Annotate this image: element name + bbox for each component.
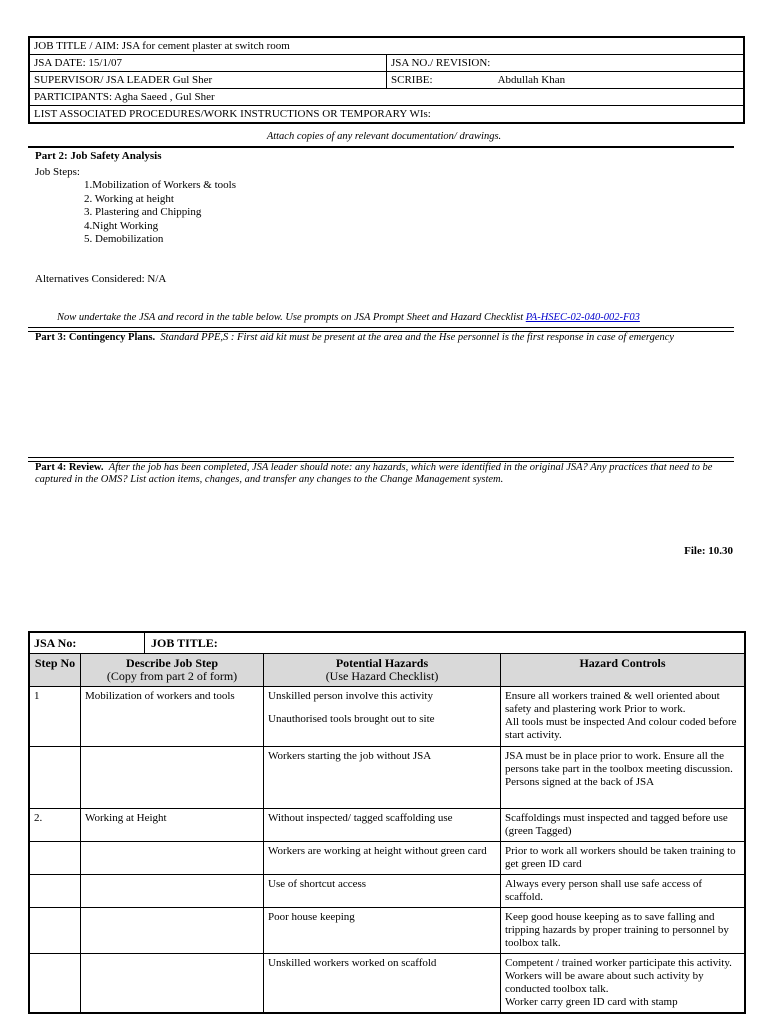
hazard-cell: Use of shortcut access bbox=[264, 875, 501, 908]
hazard-cell bbox=[264, 687, 501, 747]
step-cell bbox=[29, 954, 81, 1014]
participants-cell: PARTICIPANTS: Agha Saeed , Gul Sher bbox=[29, 89, 744, 106]
job-title-label: JOB TITLE: bbox=[151, 635, 218, 650]
supervisor-cell: SUPERVISOR/ JSA LEADER Gul Sher bbox=[29, 72, 387, 89]
part4-block bbox=[35, 462, 740, 486]
control-text: All tools must be inspected And colour coded before start activity. bbox=[505, 716, 737, 741]
job-step: 1.Mobilization of Workers & tools bbox=[84, 179, 236, 191]
table-row bbox=[29, 747, 745, 809]
header-table bbox=[28, 36, 745, 124]
table-row bbox=[29, 842, 745, 875]
part3-title: Part 3: Contingency Plans. bbox=[35, 332, 156, 343]
procedures-cell: LIST ASSOCIATED PROCEDURES/WORK INSTRUCTIONS OR TEMPORARY WIs: bbox=[29, 106, 744, 124]
desc-cell: Mobilization of workers and tools bbox=[81, 687, 264, 747]
part2-title: Part 2: Job Safety Analysis bbox=[35, 150, 162, 162]
step-cell: 1 bbox=[29, 687, 81, 747]
control-text: Workers will be aware about such activity by conducted toolbox talk. bbox=[505, 970, 704, 995]
scribe-cell bbox=[387, 72, 745, 89]
hazard-cell: Workers starting the job without JSA bbox=[264, 747, 501, 809]
control-cell: Keep good house keeping as to save falling and tripping hazards by proper training to personnel by toolbox talk. bbox=[501, 908, 746, 954]
hazard-cell: Without inspected/ tagged scaffolding use bbox=[264, 809, 501, 842]
table-row bbox=[29, 809, 745, 842]
jsa-no-label: JSA No: bbox=[30, 633, 145, 653]
table-row bbox=[29, 687, 745, 747]
control-text: Ensure all workers trained & well oriented about safety and plastering work Prior to work. bbox=[505, 690, 720, 715]
step-cell: 2. bbox=[29, 809, 81, 842]
control-cell bbox=[501, 954, 746, 1014]
job-step: 3. Plastering and Chipping bbox=[84, 206, 202, 218]
desc-cell bbox=[81, 842, 264, 875]
step-cell bbox=[29, 747, 81, 809]
part3-block bbox=[35, 332, 735, 344]
instruction-line bbox=[57, 312, 640, 323]
jsa-no-header-cell bbox=[29, 632, 264, 654]
scribe-name: Abdullah Khan bbox=[497, 74, 566, 86]
col-describe-header bbox=[81, 654, 264, 687]
desc-cell bbox=[81, 908, 264, 954]
job-step: 2. Working at height bbox=[84, 192, 174, 205]
hazard-checklist-link[interactable]: PA-HSEC-02-040-002-F03 bbox=[525, 312, 640, 323]
jsa-table bbox=[28, 631, 746, 1014]
job-steps-list bbox=[84, 179, 236, 247]
control-text: Worker carry green ID card with stamp bbox=[505, 996, 678, 1008]
header-blank bbox=[264, 632, 746, 654]
control-cell: JSA must be in place prior to work. Ensure all the persons take part in the toolbox meeting discussion. Persons signed at the back of JSA bbox=[501, 747, 746, 809]
alternatives: Alternatives Considered: N/A bbox=[35, 273, 167, 285]
col-step-header: Step No bbox=[29, 654, 81, 687]
part3-text: Standard PPE,S : First aid kit must be present at the area and the Hse personnel is the first response in case of emergency bbox=[160, 332, 675, 343]
control-cell: Always every person shall use safe access of scaffold. bbox=[501, 875, 746, 908]
hazard-cell: Unskilled workers worked on scaffold bbox=[264, 954, 501, 1014]
table-row bbox=[29, 908, 745, 954]
control-text: Competent / trained worker participate this activity. bbox=[505, 957, 732, 969]
job-title-cell: JOB TITLE / AIM: JSA for cement plaster at switch room bbox=[29, 37, 744, 55]
col-hazards-title: Potential Hazards bbox=[335, 656, 429, 670]
hazard-text: Unauthorised tools brought out to site bbox=[268, 713, 435, 725]
scribe-label: SCRIBE: bbox=[391, 74, 433, 86]
col-controls-header: Hazard Controls bbox=[501, 654, 746, 687]
desc-cell bbox=[81, 747, 264, 809]
step-cell bbox=[29, 875, 81, 908]
hazard-cell: Poor house keeping bbox=[264, 908, 501, 954]
job-step: 5. Demobilization bbox=[84, 233, 164, 245]
step-cell bbox=[29, 842, 81, 875]
step-cell bbox=[29, 908, 81, 954]
jsa-no-cell: JSA NO./ REVISION: bbox=[387, 55, 745, 72]
col-describe-title: Describe Job Step bbox=[126, 656, 218, 670]
job-steps-label: Job Steps: bbox=[35, 166, 80, 178]
file-number: File: 10.30 bbox=[684, 545, 733, 557]
desc-cell: Working at Height bbox=[81, 809, 264, 842]
col-hazards-sub: (Use Hazard Checklist) bbox=[325, 669, 439, 683]
col-describe-sub: (Copy from part 2 of form) bbox=[106, 669, 238, 683]
job-step: 4.Night Working bbox=[84, 219, 159, 232]
control-cell bbox=[501, 687, 746, 747]
attach-note: Attach copies of any relevant documentation/ drawings. bbox=[266, 131, 502, 142]
instruction-text: Now undertake the JSA and record in the table below. Use prompts on JSA Prompt Sheet and Hazard Checklist bbox=[57, 312, 526, 323]
jsa-date-cell: JSA DATE: 15/1/07 bbox=[29, 55, 387, 72]
control-cell: Prior to work all workers should be taken training to get green ID card bbox=[501, 842, 746, 875]
control-cell: Scaffoldings must inspected and tagged before use (green Tagged) bbox=[501, 809, 746, 842]
part4-text: After the job has been completed, JSA leader should note: any hazards, which were identified in the original JSA? Any practices that need to be captured in the OMS? List action items, changes, and transfer any changes to the Change Management system. bbox=[35, 462, 713, 485]
hazard-text: Unskilled person involve this activity bbox=[268, 690, 433, 702]
table-row bbox=[29, 875, 745, 908]
hazard-cell: Workers are working at height without green card bbox=[264, 842, 501, 875]
divider bbox=[28, 146, 734, 148]
desc-cell bbox=[81, 875, 264, 908]
part4-title: Part 4: Review. bbox=[35, 462, 104, 473]
col-hazards-header bbox=[264, 654, 501, 687]
table-row bbox=[29, 954, 745, 1014]
desc-cell bbox=[81, 954, 264, 1014]
